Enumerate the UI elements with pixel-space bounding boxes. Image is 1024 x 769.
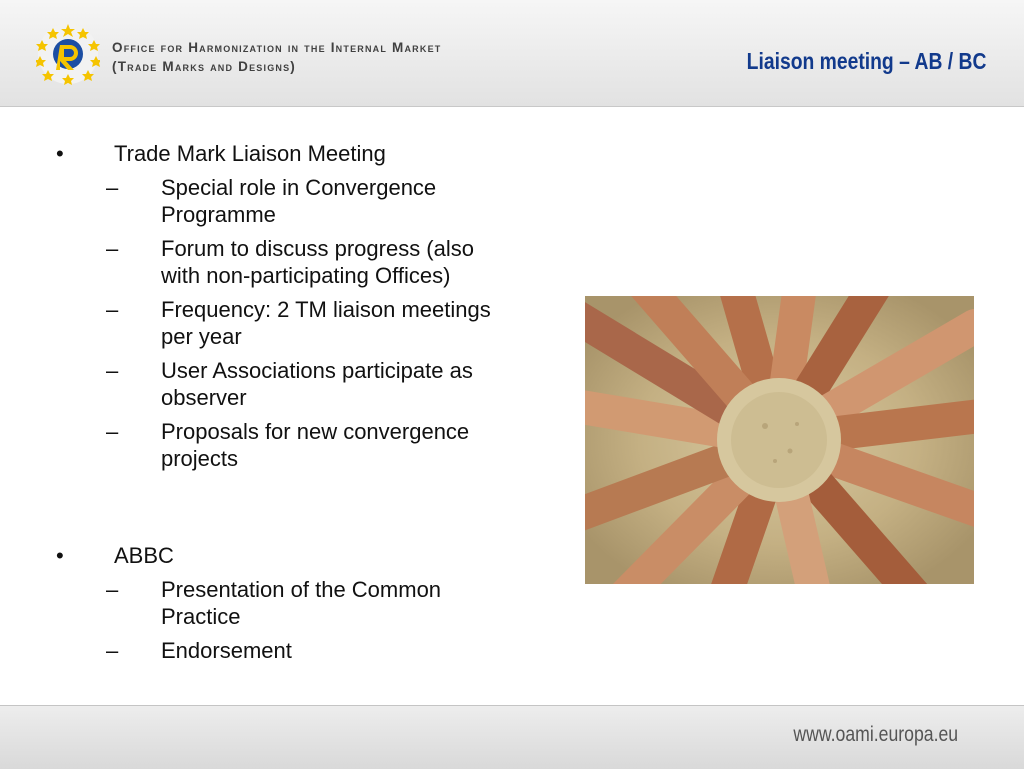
bullet-item-trade-mark-liaison bbox=[0, 140, 491, 479]
bullet-text: ABBC bbox=[114, 543, 174, 568]
hands-circle-on-sand-photo-icon bbox=[585, 296, 974, 584]
sub-bullet-item bbox=[0, 296, 491, 350]
bullet-text: Trade Mark Liaison Meeting bbox=[114, 141, 386, 166]
sub-bullet-item bbox=[0, 576, 491, 630]
slide-header bbox=[0, 0, 1024, 107]
sub-bullet-text: Frequency: 2 TM liaison meetings per year bbox=[161, 297, 491, 349]
slide-content bbox=[0, 106, 560, 706]
sub-bullet-text: Special role in Convergence Programme bbox=[161, 175, 437, 227]
slide-footer bbox=[0, 705, 1024, 769]
sub-bullet-list bbox=[106, 576, 491, 664]
sub-bullet-item bbox=[0, 235, 491, 289]
bullet-marker: • bbox=[56, 141, 64, 166]
dash-marker: – bbox=[106, 175, 119, 200]
bullet-item-abbc bbox=[0, 542, 491, 671]
hands-circle-photo bbox=[585, 296, 974, 584]
sub-bullet-item bbox=[0, 637, 491, 664]
sub-bullet-text: User Associations participate as observer bbox=[161, 358, 473, 410]
sub-bullet-item bbox=[0, 418, 491, 472]
organization-name-line2: (Trade Marks and Designs) bbox=[112, 59, 296, 74]
organization-name bbox=[112, 38, 441, 76]
dash-marker: – bbox=[106, 419, 119, 444]
dash-marker: – bbox=[106, 577, 119, 602]
sub-bullet-list bbox=[106, 174, 491, 472]
slide-title: Liaison meeting – AB / BC bbox=[746, 48, 986, 74]
sub-bullet-item bbox=[0, 357, 491, 411]
dash-marker: – bbox=[106, 297, 119, 322]
dash-marker: – bbox=[106, 358, 119, 383]
sub-bullet-text: Presentation of the Common Practice bbox=[161, 577, 442, 629]
oami-logo-icon bbox=[36, 22, 100, 86]
dash-marker: – bbox=[106, 236, 119, 261]
sub-bullet-text: Proposals for new convergence projects bbox=[161, 419, 470, 471]
sub-bullet-item bbox=[0, 174, 491, 228]
website-url: www.oami.europa.eu bbox=[793, 723, 958, 746]
organization-name-line1: Office for Harmonization in the Internal Market bbox=[112, 40, 442, 55]
sub-bullet-text: Forum to discuss progress (also with non-participating Offices) bbox=[161, 236, 474, 288]
dash-marker: – bbox=[106, 638, 119, 663]
bullet-marker: • bbox=[56, 543, 64, 568]
sub-bullet-text: Endorsement bbox=[161, 638, 292, 663]
